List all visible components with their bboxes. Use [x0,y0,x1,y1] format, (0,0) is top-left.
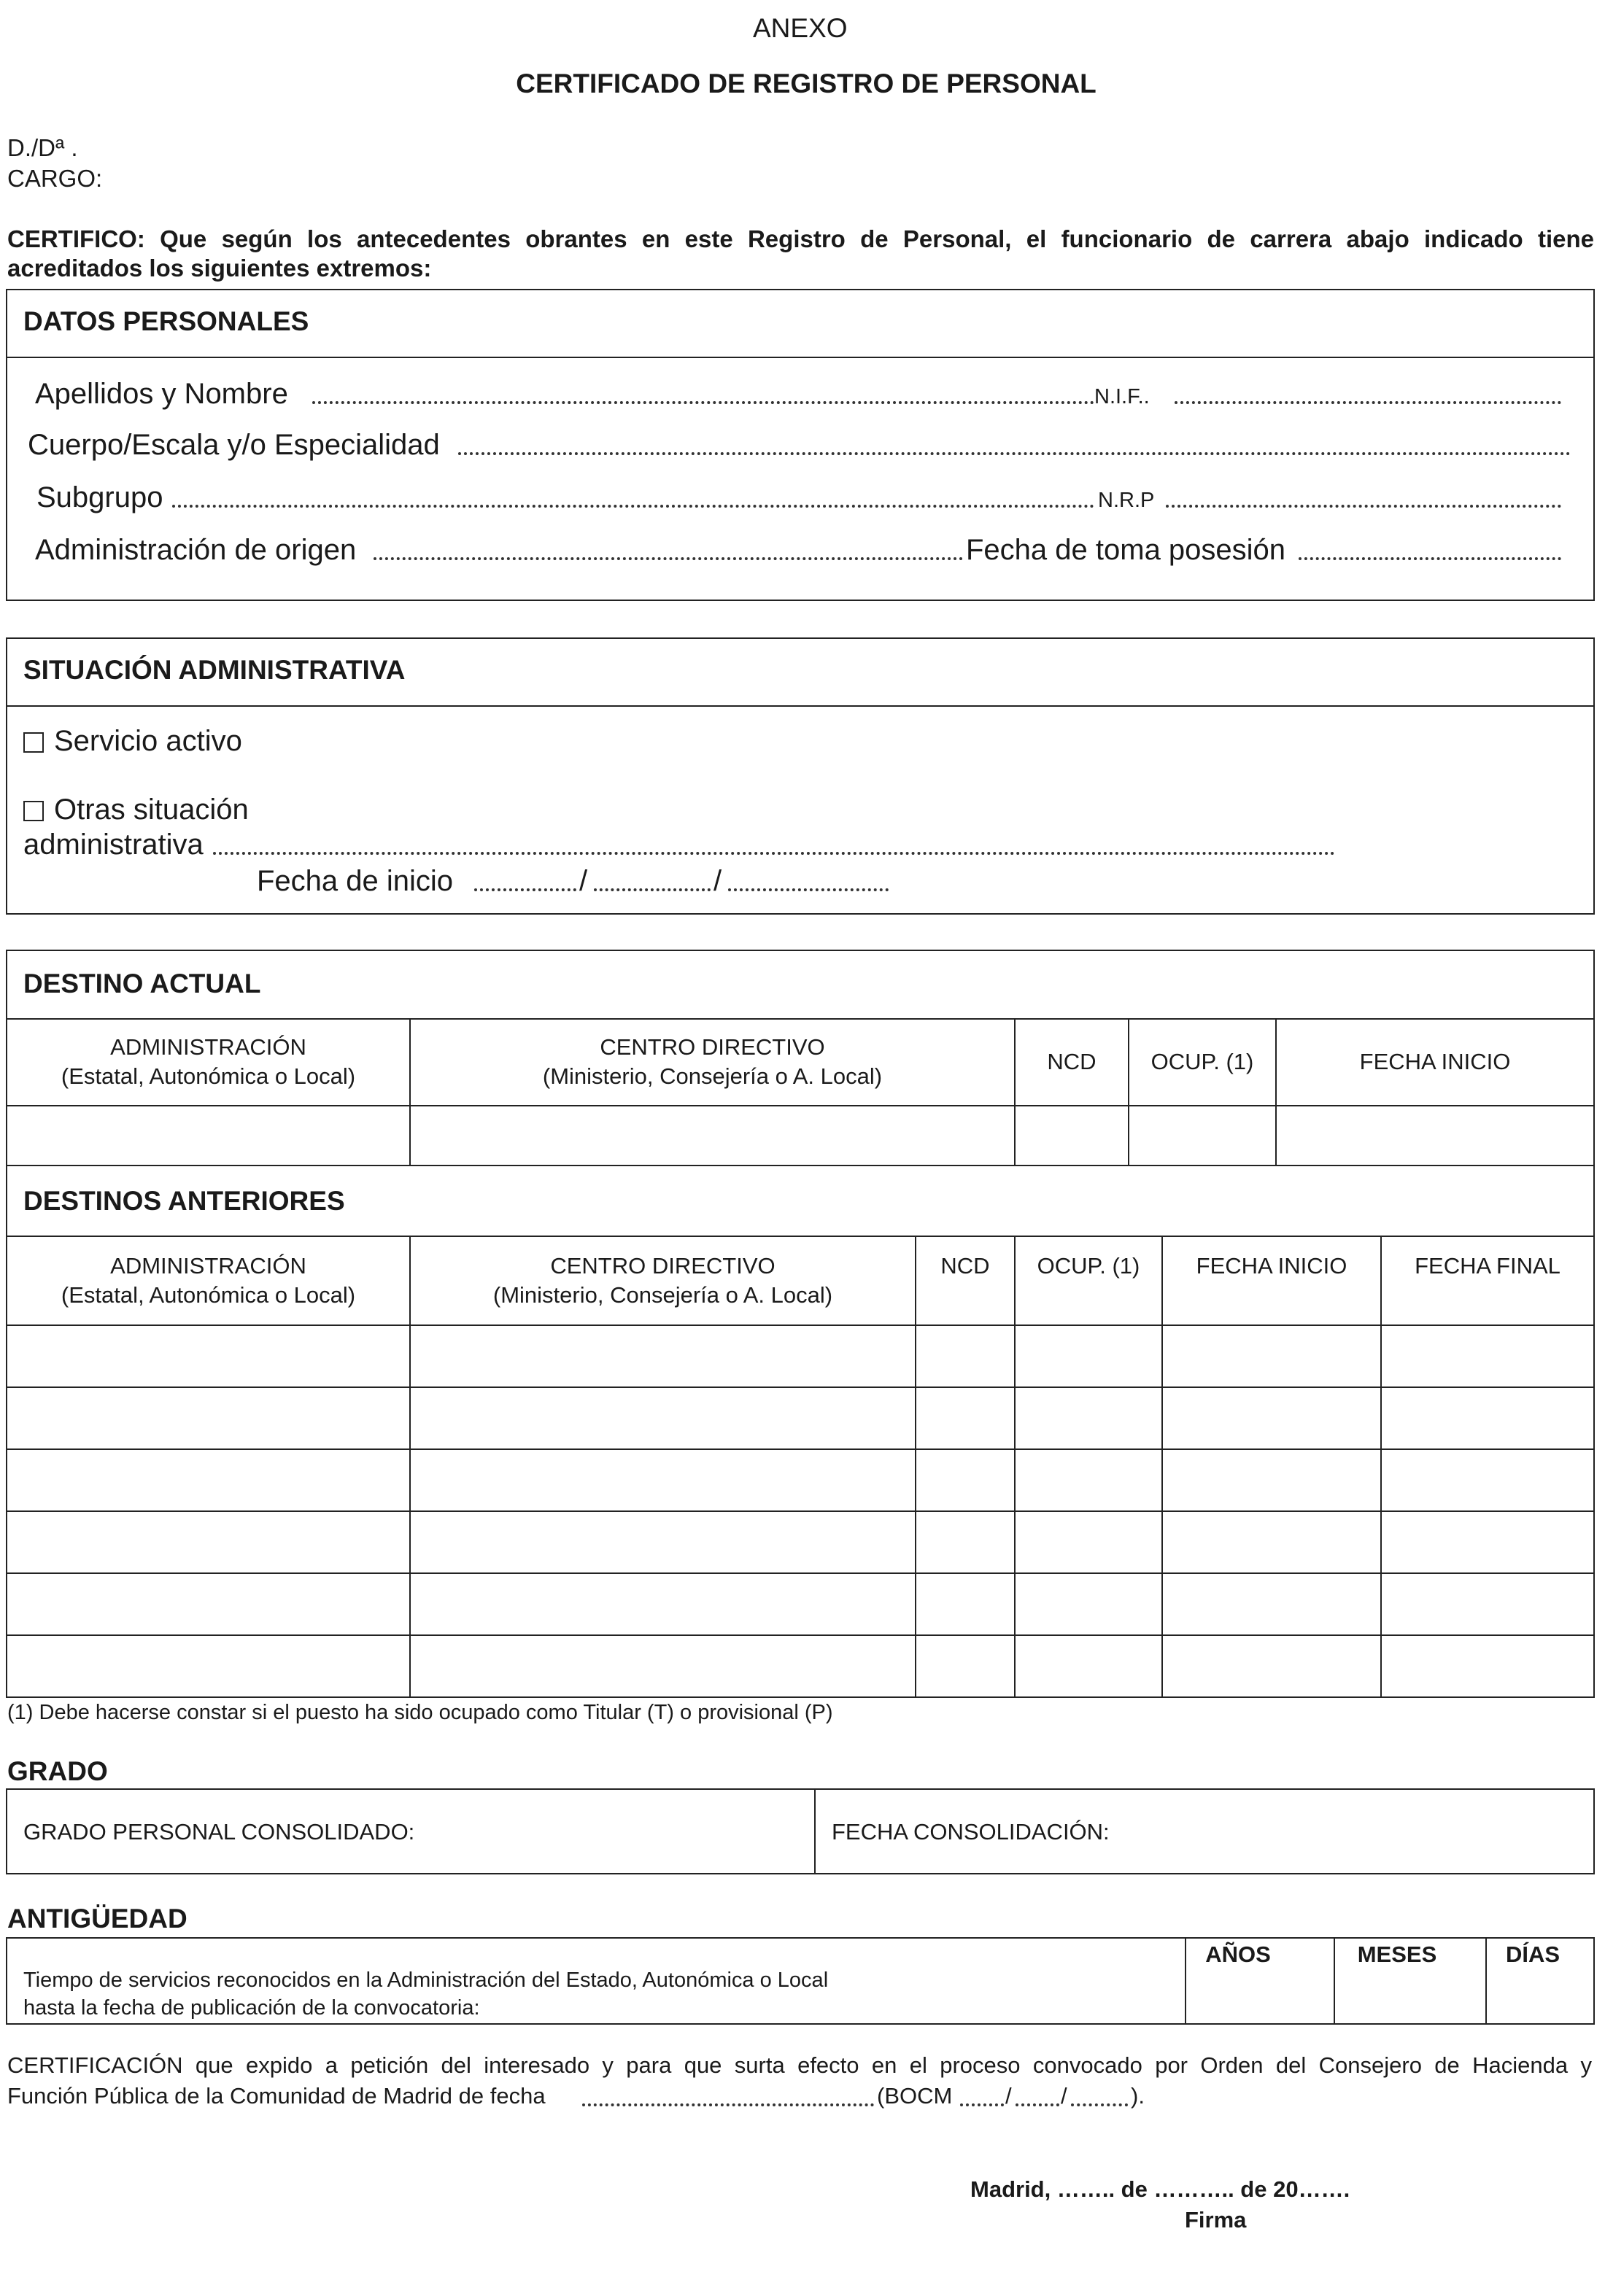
datos-personales-title: DATOS PERSONALES [23,306,309,336]
apellidos-field[interactable] [312,401,1094,404]
cuerpo-field[interactable] [458,452,1571,455]
fecha-inicio-year-field[interactable] [728,888,889,891]
otras-situacion-label: Otras situación [54,794,249,826]
divider [7,1165,1594,1166]
anos-field[interactable] [1186,1969,1331,2023]
checkbox-icon[interactable] [23,801,44,821]
column-header-centro-sub: (Ministerio, Consejería o A. Local) [492,1282,833,1308]
table-row[interactable] [7,1388,1593,1448]
column-header-centro-title: CENTRO DIRECTIVO [600,1034,825,1060]
column-header-fecha-inicio: FECHA INICIO [1359,1049,1511,1074]
fecha-consolidacion-field[interactable] [1138,1791,1590,1872]
table-cell[interactable] [1129,1106,1275,1165]
fecha-posesion-field[interactable] [1299,557,1561,560]
column-header-ocup: OCUP. (1) [1037,1253,1140,1279]
date-separator: / [579,865,588,897]
column-header-ocup: OCUP. (1) [1150,1049,1254,1074]
column-header-fecha-final: FECHA FINAL [1415,1253,1560,1279]
destinos-anteriores-title: DESTINOS ANTERIORES [23,1186,345,1216]
certificacion-line-2: Función Pública de la Comunidad de Madrid de fecha [7,2083,546,2109]
certifico-statement: CERTIFICO: Que según los antecedentes obrantes en este Registro de Personal, el funcionario de carrera abajo indicado tiene acreditados los siguientes extremos: [7,225,1594,282]
date-separator: / [1061,2083,1067,2109]
column-header-administracion-sub: (Estatal, Autonómica o Local) [61,1282,356,1308]
divider [7,1018,1594,1020]
table-row[interactable] [7,1512,1593,1572]
bocm-day-field[interactable] [960,2103,1004,2106]
column-header-centro-sub: (Ministerio, Consejería o A. Local) [542,1063,883,1089]
antiguedad-title: ANTIGÜEDAD [7,1904,187,1934]
dd-label: D./Dª . [7,134,78,161]
document-title: CERTIFICADO DE REGISTRO DE PERSONAL [516,69,1097,98]
administracion-origen-field[interactable] [374,557,963,560]
column-header-ncd: NCD [1047,1049,1097,1074]
column-header-centro [411,1252,915,1310]
table-cell[interactable] [7,1106,409,1165]
column-header-administracion-sub: (Estatal, Autonómica o Local) [61,1063,356,1089]
subgrupo-label: Subgrupo [36,481,163,513]
firma-label: Firma [1185,2207,1247,2233]
otras-situacion-option[interactable] [23,794,249,826]
bocm-close: ). [1131,2083,1145,2109]
divider [7,357,1594,358]
column-divider [814,1789,816,1874]
anos-header: AÑOS [1205,1942,1271,1967]
fecha-inicio-month-field[interactable] [594,888,711,891]
fecha-inicio-day-field[interactable] [474,888,576,891]
table-row[interactable] [7,1574,1593,1634]
cargo-label: CARGO: [7,165,103,192]
date-separator: / [1005,2083,1012,2109]
column-header-centro [411,1033,1014,1091]
destino-actual-title: DESTINO ACTUAL [23,969,261,998]
dias-header: DÍAS [1505,1942,1560,1967]
table-cell[interactable] [1277,1106,1593,1165]
table-row[interactable] [7,1636,1593,1696]
meses-field[interactable] [1335,1969,1485,2023]
fecha-consolidacion-label: FECHA CONSOLIDACIÓN: [832,1819,1110,1845]
divider [7,1236,1594,1237]
fecha-orden-field[interactable] [582,2103,874,2106]
bocm-label: (BOCM [877,2083,953,2109]
antiguedad-texto-line-2: hasta la fecha de publicación de la convocatoria: [23,1996,480,2020]
servicio-activo-option[interactable] [23,725,242,758]
servicio-activo-label: Servicio activo [54,725,242,757]
grado-personal-label: GRADO PERSONAL CONSOLIDADO: [23,1819,415,1845]
apellidos-label: Apellidos y Nombre [35,378,288,410]
table-row[interactable] [7,1326,1593,1386]
administrativa-label: administrativa [23,829,204,861]
date-separator: / [713,865,722,897]
table-row[interactable] [7,1450,1593,1510]
column-header-fecha-inicio: FECHA INICIO [1196,1253,1347,1279]
bocm-year-field[interactable] [1071,2103,1128,2106]
column-header-administracion [7,1252,409,1310]
checkbox-icon[interactable] [23,732,44,753]
column-header-ncd: NCD [940,1253,990,1279]
meses-header: MESES [1357,1942,1437,1967]
grado-personal-field[interactable] [452,1791,810,1872]
bocm-month-field[interactable] [1016,2103,1059,2106]
antiguedad-texto-line-1: Tiempo de servicios reconocidos en la Administración del Estado, Autonómica o Local [23,1969,829,1992]
administracion-origen-label: Administración de origen [35,534,357,566]
table-cell[interactable] [1016,1106,1128,1165]
antiguedad-texto [23,1966,828,2022]
nif-label: N.I.F.. [1094,385,1150,408]
divider [7,705,1594,707]
certificacion-line-1: CERTIFICACIÓN que expido a petición del interesado y para que surta efecto en el proceso convocado por Orden del Consejero de Hacienda y [7,2052,1592,2078]
fecha-posesion-label: Fecha de toma posesión [966,534,1286,566]
footnote: (1) Debe hacerse constar si el puesto ha sido ocupado como Titular (T) o provisional (P) [7,1701,833,1724]
situacion-title: SITUACIÓN ADMINISTRATIVA [23,655,406,685]
column-header-administracion [7,1033,409,1091]
subgrupo-field[interactable] [172,505,1094,508]
table-cell[interactable] [411,1106,1014,1165]
dias-field[interactable] [1487,1969,1593,2023]
nrp-label: N.R.P [1098,489,1155,512]
column-header-administracion-title: ADMINISTRACIÓN [110,1253,306,1279]
grado-title: GRADO [7,1756,108,1786]
otras-situacion-field[interactable] [213,852,1335,855]
cuerpo-label: Cuerpo/Escala y/o Especialidad [28,429,440,461]
column-header-centro-title: CENTRO DIRECTIVO [550,1253,776,1279]
fecha-inicio-label: Fecha de inicio [257,865,454,897]
nif-field[interactable] [1175,401,1561,404]
madrid-date-line: Madrid, …….. de ……….. de 20……. [970,2176,1350,2202]
column-header-administracion-title: ADMINISTRACIÓN [110,1034,306,1060]
nrp-field[interactable] [1166,505,1561,508]
annex-label: ANEXO [753,13,848,43]
